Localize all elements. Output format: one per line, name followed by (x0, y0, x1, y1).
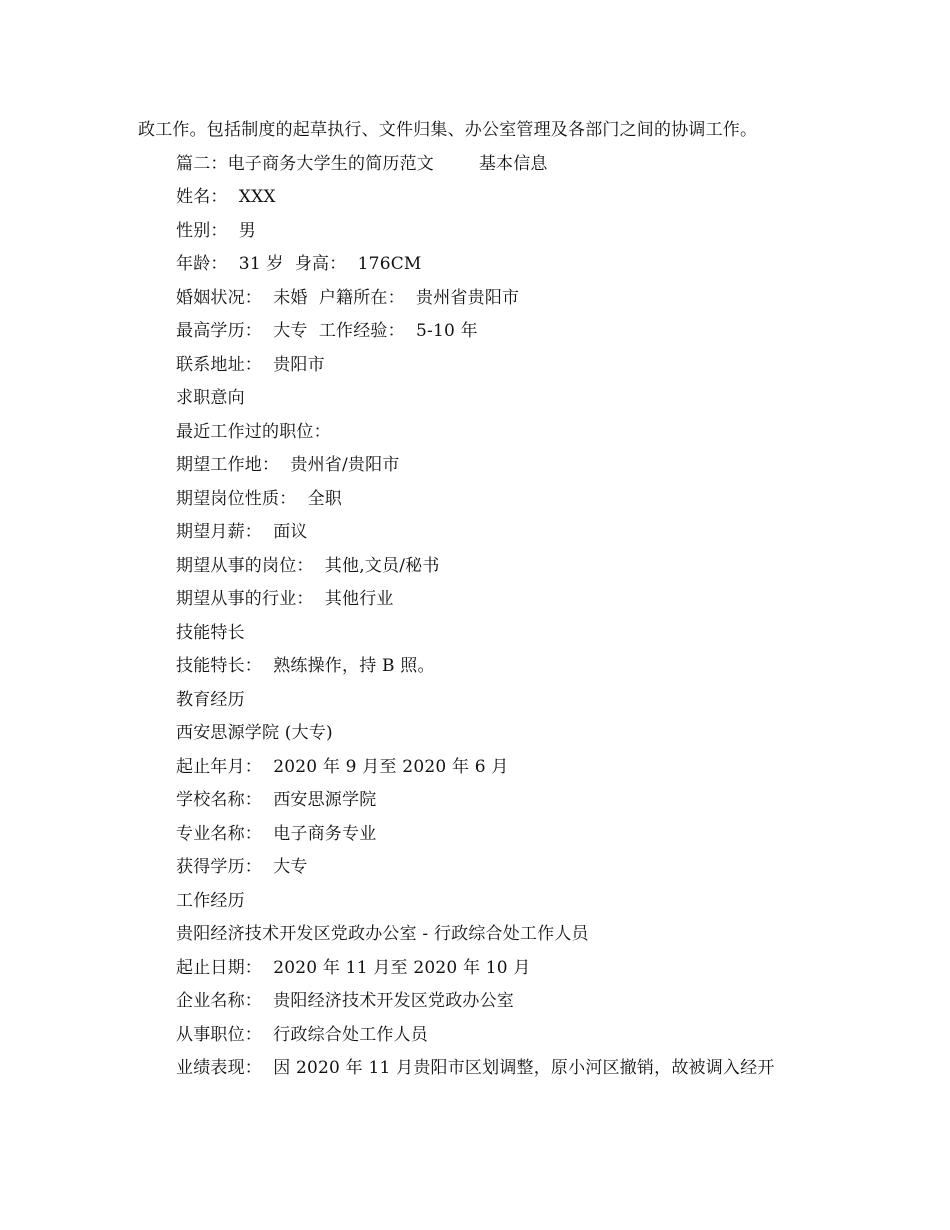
text-line: 业绩表现： 因 2020 年 11 月贵阳市区划调整，原小河区撤销，故被调入经开 (176, 1058, 775, 1078)
text-line: 获得学历： 大专 (176, 857, 308, 877)
text-line: 期望从事的岗位： 其他,文员/秘书 (176, 556, 440, 576)
text-line: 贵阳经济技术开发区党政办公室 - 行政综合处工作人员 (176, 924, 589, 944)
text-line: 最近工作过的职位： (176, 422, 331, 442)
text-line: 期望月薪： 面议 (176, 522, 308, 542)
text-line: 期望工作地： 贵州省/贵阳市 (176, 455, 400, 475)
text-line: 姓名： XXX (176, 187, 276, 207)
text-line: 起止日期： 2020 年 11 月至 2020 年 10 月 (176, 958, 531, 978)
section-heading: 篇二：电子商务大学生的简历范文 基本信息 (176, 154, 548, 174)
text-line: 最高学历： 大专 工作经验： 5-10 年 (176, 321, 478, 341)
text-line: 期望岗位性质： 全职 (176, 489, 343, 509)
text-line: 联系地址： 贵阳市 (176, 355, 325, 375)
text-line: 起止年月： 2020 年 9 月至 2020 年 6 月 (176, 757, 509, 777)
text-line: 从事职位： 行政综合处工作人员 (176, 1025, 429, 1045)
text-line: 学校名称： 西安思源学院 (176, 790, 377, 810)
text-line: 技能特长： 熟练操作，持 B 照。 (176, 656, 435, 676)
section-heading: 技能特长 (176, 623, 245, 643)
section-heading: 教育经历 (176, 690, 245, 710)
text-line: 专业名称： 电子商务专业 (176, 824, 377, 844)
text-line: 婚姻状况： 未婚 户籍所在： 贵州省贵阳市 (176, 288, 520, 308)
text-line: 政工作。包括制度的起草执行、文件归集、办公室管理及各部门之间的协调工作。 (138, 120, 758, 140)
text-line: 性别： 男 (176, 221, 257, 241)
section-heading: 工作经历 (176, 891, 245, 911)
text-line: 企业名称： 贵阳经济技术开发区党政办公室 (176, 991, 515, 1011)
text-line: 年龄： 31 岁 身高： 176CM (176, 254, 422, 274)
text-line: 西安思源学院 (大专) (176, 723, 333, 743)
section-heading: 求职意向 (176, 388, 245, 408)
text-line: 期望从事的行业： 其他行业 (176, 589, 394, 609)
